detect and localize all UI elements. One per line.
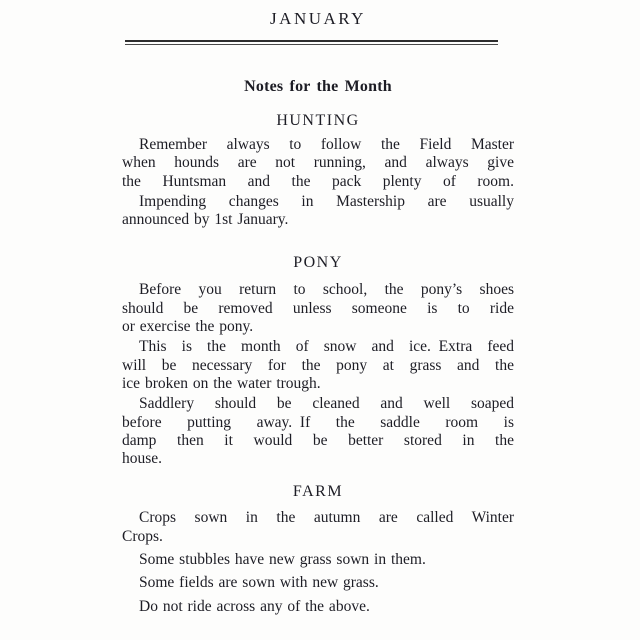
text-line: Some fields are sown with new grass. (139, 574, 379, 592)
section-farm (122, 482, 514, 615)
text-line: Crops. (122, 527, 163, 545)
section-pony (122, 253, 514, 468)
text-line: house. (122, 450, 163, 468)
text-line: damp then it would be better stored in the (122, 431, 514, 449)
section-heading-hunting: HUNTING (276, 112, 360, 129)
text-line: Remember always to follow the Field Master (139, 136, 514, 153)
text-line: Crops sown in the autumn are called Winter (139, 509, 514, 527)
paragraph (122, 551, 514, 569)
text-line: Do not ride across any of the above. (139, 597, 370, 615)
paragraph (122, 509, 514, 546)
text-line: Impending changes in Mastership are usually (139, 192, 514, 210)
paragraph (122, 281, 514, 336)
notes-subtitle: Notes for the Month (244, 78, 392, 95)
text-line: should be removed unless someone is to ride (122, 299, 514, 317)
text-line: announced by 1st January. (122, 211, 289, 229)
paragraph (122, 395, 514, 468)
paragraph (122, 598, 514, 616)
text-line: the Huntsman and the pack plenty of room. (122, 172, 514, 190)
paragraph (122, 193, 514, 230)
text-line: Some stubbles have new grass sown in them. (139, 551, 426, 569)
text-column (122, 0, 514, 616)
page-title: JANUARY (270, 9, 366, 28)
text-line: before putting away. If the saddle room is (122, 413, 514, 431)
paragraph (122, 338, 514, 393)
paragraph (122, 136, 514, 191)
sections-container (122, 111, 514, 616)
double-rule (125, 40, 498, 45)
text-line: when hounds are not running, and always give (122, 154, 514, 172)
text-line: will be necessary for the pony at grass and the (122, 356, 514, 374)
text-line: This is the month of snow and ice. Extra feed (139, 338, 514, 356)
text-line: or exercise the pony. (122, 318, 254, 336)
paragraph (122, 574, 514, 592)
text-line: ice broken on the water trough. (122, 374, 321, 392)
section-hunting (122, 111, 514, 229)
text-line: Saddlery should be cleaned and well soaped (139, 395, 514, 413)
section-heading-farm: FARM (292, 483, 344, 501)
section-heading-pony: PONY (293, 254, 343, 272)
text-line: Before you return to school, the pony’s shoes (139, 281, 514, 299)
